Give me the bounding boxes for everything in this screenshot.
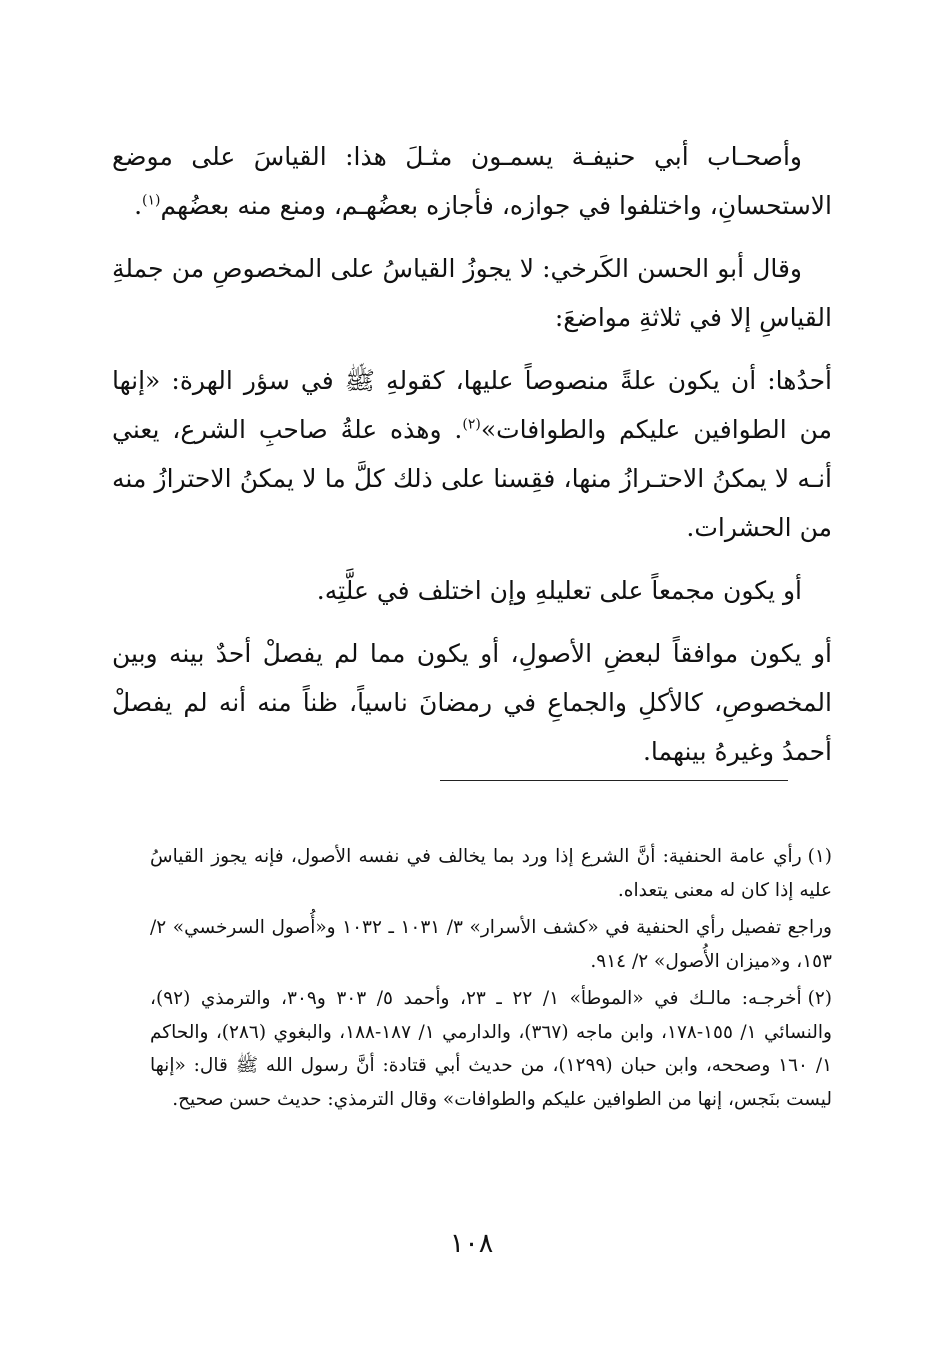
page-number: ١٠٨ <box>449 1228 494 1259</box>
paragraph-1-tail: . <box>134 191 143 220</box>
footnote-1 <box>150 840 832 907</box>
footnote-1-continued <box>150 911 832 978</box>
footnote-ref-2: (٢) <box>462 416 481 433</box>
footnote-1-number: (١) <box>807 846 832 867</box>
paragraph-5 <box>112 629 832 776</box>
paragraph-2-text: وقال أبو الحسن الكَرخي: لا يجوزُ القياسُ على المخصوصِ من جملةِ القياسِ إلا في ثلاثةِ مواضعَ: <box>112 254 832 332</box>
footnote-1-line-1: رأي عامة الحنفية: أنَّ الشرع إذا ورد بما يخالف في نفسه الأصول، فإنه يجوز القياسُ عليه إذا كان له معنى يتعداه. <box>150 846 832 901</box>
footnote-2-number: (٢) <box>807 988 832 1009</box>
paragraph-4-text: أو يكون مجمعاً على تعليلهِ وإن اختلف في علَّتِه. <box>316 576 802 605</box>
paragraph-1 <box>112 132 832 230</box>
paragraph-2 <box>112 244 832 342</box>
footnote-2-line-1: أخرجـه: مالـك في «الموطأ» ١/ ٢٢ ـ ٢٣، وأحمد ٥/ ٣٠٣ و٣٠٩، والترمذي (٩٢)، والنسائي ١/ ١٥٥-١٧٨، وابن ماجه (٣٦٧)، والدارمي ١/ ١٨٧-١٨٨، والبغوي (٢٨٦)، والحاكم ١/ ١٦٠ وصححه، وابن حبان (١٢٩٩)، من حديث أبي قتادة: أنَّ رسول الله ﷺ قال: «إنها ليست بنَجس، إنها من الطوافين عليكم والطوافات» وقال الترمذي: حديث حسن صحيح. <box>150 988 833 1110</box>
footnote-divider <box>440 780 788 781</box>
paragraph-4 <box>112 566 832 615</box>
footnote-2 <box>150 982 832 1116</box>
main-text <box>112 132 832 790</box>
paragraph-3-text: أحدُها: أن يكون علةً منصوصاً عليها، كقولهِ ﷺ في سؤر الهرة: «إنها من الطوافين عليكم والطوافات» <box>112 366 832 444</box>
paragraph-3-tail: . وهذه علةُ صاحبِ الشرع، يعني أنـه لا يمكنُ الاحتـرازُ منها، فقِسنا على ذلك كلَّ ما لا يمكنُ الاحترازُ منه من الحشرات. <box>112 415 832 542</box>
paragraph-3 <box>112 356 832 552</box>
footnote-ref-1: (١) <box>142 192 161 209</box>
paragraph-1-text: وأصحـاب أبي حنيفـة يسمـون مثـلَ هذا: القياسَ على موضع الاستحسانِ، واختلفوا في جوازه، فأجازه بعضُهـم، ومنع منه بعضُهم <box>112 142 832 220</box>
footnote-1-line-2: وراجع تفصيل رأي الحنفية في «كشف الأسرار» ٣/ ١٠٣١ ـ ١٠٣٢ و«أُصول السرخسي» ٢/ ١٥٣، و«ميزان الأُصول» ٢/ ٩١٤. <box>150 917 832 972</box>
footnotes <box>150 840 832 1120</box>
paragraph-5-text: أو يكون موافقاً لبعضِ الأصولِ، أو يكون مما لم يفصلْ أحدٌ بينه وبين المخصوصِ، كالأكلِ والجماعِ في رمضانَ ناسياً، ظناً منه أنه لم يفصلْ أحمدُ وغيرهُ بينهما. <box>112 639 832 766</box>
